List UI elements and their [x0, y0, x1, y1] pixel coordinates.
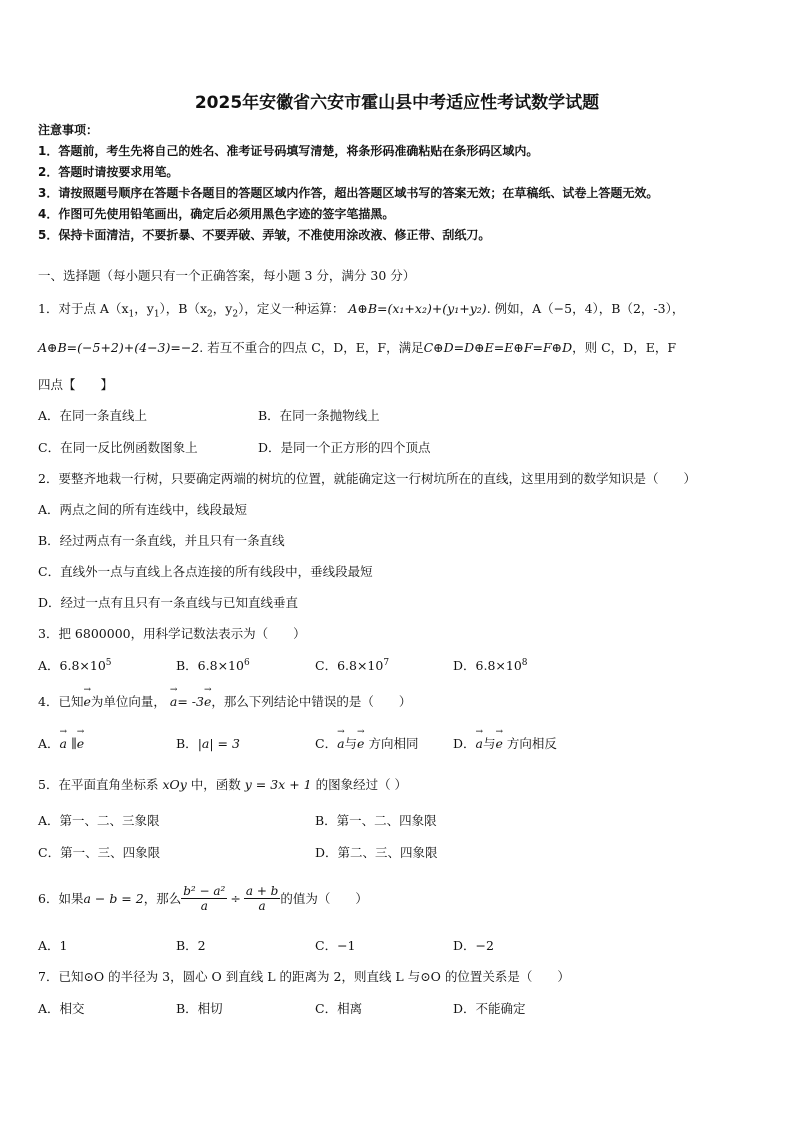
- q1-option-d: D．是同一个正方形的四个顶点: [258, 440, 431, 455]
- notice-item: 5．保持卡面清洁，不要折暴、不要弄破、弄皱，不准使用涂改液、修正带、刮纸刀。: [38, 228, 491, 242]
- question-5-stem: 5．在平面直角坐标系 xOy 中，函数 y = 3x + 1 的图象经过（ ）: [38, 777, 408, 792]
- q4-option-d: D．→ a与→ e 方向相反: [453, 734, 557, 752]
- q7-option-a: A．相交: [38, 1001, 85, 1016]
- q2-option-c: C．直线外一点与直线上各点连接的所有线段中，垂线段最短: [38, 564, 373, 579]
- fraction-1: $\frac{\text{b² − a²}}{a}$: [183, 883, 226, 913]
- q5-option-c: C．第一、三、四象限: [38, 845, 161, 860]
- q1-option-c: C．在同一反比例函数图象上: [38, 440, 198, 455]
- q6-option-a: A．1: [38, 938, 68, 953]
- question-1-line-3: 四点【 】: [38, 377, 114, 392]
- page-title: 2025年安徽省六安市霍山县中考适应性考试数学试题: [194, 93, 600, 113]
- q2-option-b: B．经过两点有一条直线，并且只有一条直线: [38, 533, 285, 548]
- q3-option-d: D．$6.8\times 10^8$: [453, 657, 528, 673]
- q5-option-d: D．第二、三、四象限: [315, 845, 438, 860]
- notice-heading: 注意事项：: [38, 123, 99, 137]
- vector-a: → a: [170, 694, 177, 709]
- q3-option-a: A．$6.8\times 10^5$: [38, 657, 112, 673]
- q7-option-b: B．相切: [176, 1001, 223, 1016]
- q2-option-a: A．两点之间的所有连线中，线段最短: [38, 502, 248, 517]
- operation-definition: A⊕B=(x₁+x₂)+(y₁+y₂): [348, 301, 487, 316]
- q5-option-b: B．第一、二、四象限: [315, 813, 437, 828]
- q4-option-b: B．|a| = 3: [176, 736, 240, 751]
- question-1-line-1: 1．对于点 $A(x_1$，$y_1$），$B(x_2$，$y_2$），定义一种运算： A⊕B=(x₁+x₂)+(y₁+y₂). 例如，A（−5，4），B（2，-3），: [38, 301, 685, 320]
- function-expression: y = 3x + 1: [244, 777, 312, 792]
- q6-option-b: B．2: [176, 938, 206, 953]
- q4-option-c: C．→ a与→ e 方向相同: [315, 734, 418, 752]
- q2-option-d: D．经过一点有且只有一条直线与已知直线垂直: [38, 595, 299, 610]
- q6-option-d: D．−2: [453, 938, 494, 953]
- question-1-line-2: A⊕B=(−5+2)+(4−3)=−2. 若互不重合的四点 C，D，E，F，满足C⊕D=D⊕E=E⊕F=F⊕D，则 C，D，E，F: [38, 340, 676, 355]
- q7-option-d: D．不能确定: [453, 1001, 526, 1016]
- question-3-stem: 3．把 6800000，用科学记数法表示为（ ）: [38, 626, 306, 641]
- q7-option-c: C．相离: [315, 1001, 363, 1016]
- q3-option-b: B．$6.8\times 10^6$: [176, 657, 250, 673]
- notice-item: 3．请按照题号顺序在答题卡各题目的答题区域内作答，超出答题区域书写的答案无效；在草稿纸、试卷上答题无效。: [38, 186, 659, 200]
- q1-option-b: B．在同一条抛物线上: [258, 408, 380, 423]
- vector-e: → e: [83, 694, 90, 709]
- q4-option-a: A．→ a ∥→ e: [38, 734, 84, 752]
- q1-option-a: A．在同一条直线上: [38, 408, 148, 423]
- question-7-stem: 7．已知⊙O 的半径为 3，圆心 O 到直线 L 的距离为 2，则直线 L 与⊙O 的位置关系是（ ）: [38, 969, 570, 984]
- notice-item: 1．答题前，考生先将自己的姓名、准考证号码填写清楚，将条形码准确粘贴在条形码区域内。: [38, 144, 539, 158]
- q3-option-c: C．$6.8\times 10^7$: [315, 657, 390, 673]
- vector-e: → e: [204, 694, 211, 709]
- section-heading: 一、选择题（每小题只有一个正确答案，每小题 3 分，满分 30 分）: [38, 268, 416, 283]
- fraction-2: $\frac{a + b}{a}$: [245, 883, 279, 913]
- question-6-stem: 6．如果 a − b = 2 ，那么 $\frac{\text{b² − a²}}{a}$ ÷ $\frac{a + b}{a}$ 的值为（ ）: [38, 883, 368, 913]
- question-2-stem: 2．要整齐地栽一行树，只要确定两端的树坑的位置，就能确定这一行树坑所在的直线，这里用到的数学知识是（ ）: [38, 471, 696, 486]
- question-4-stem: 4．已知→ e为单位向量， → a= -3→ e，那么下列结论中错误的是（ ）: [38, 692, 411, 710]
- operation-example: A⊕B=(−5+2)+(4−3)=−2: [38, 340, 200, 355]
- q6-option-c: C．−1: [315, 938, 356, 953]
- q5-option-a: A．第一、二、三象限: [38, 813, 160, 828]
- notice-item: 2．答题时请按要求用笔。: [38, 165, 179, 179]
- notice-item: 4．作图可先使用铅笔画出，确定后必须用黑色字迹的签字笔描黑。: [38, 207, 395, 221]
- condition: C⊕D=D⊕E=E⊕F=F⊕D: [423, 340, 573, 355]
